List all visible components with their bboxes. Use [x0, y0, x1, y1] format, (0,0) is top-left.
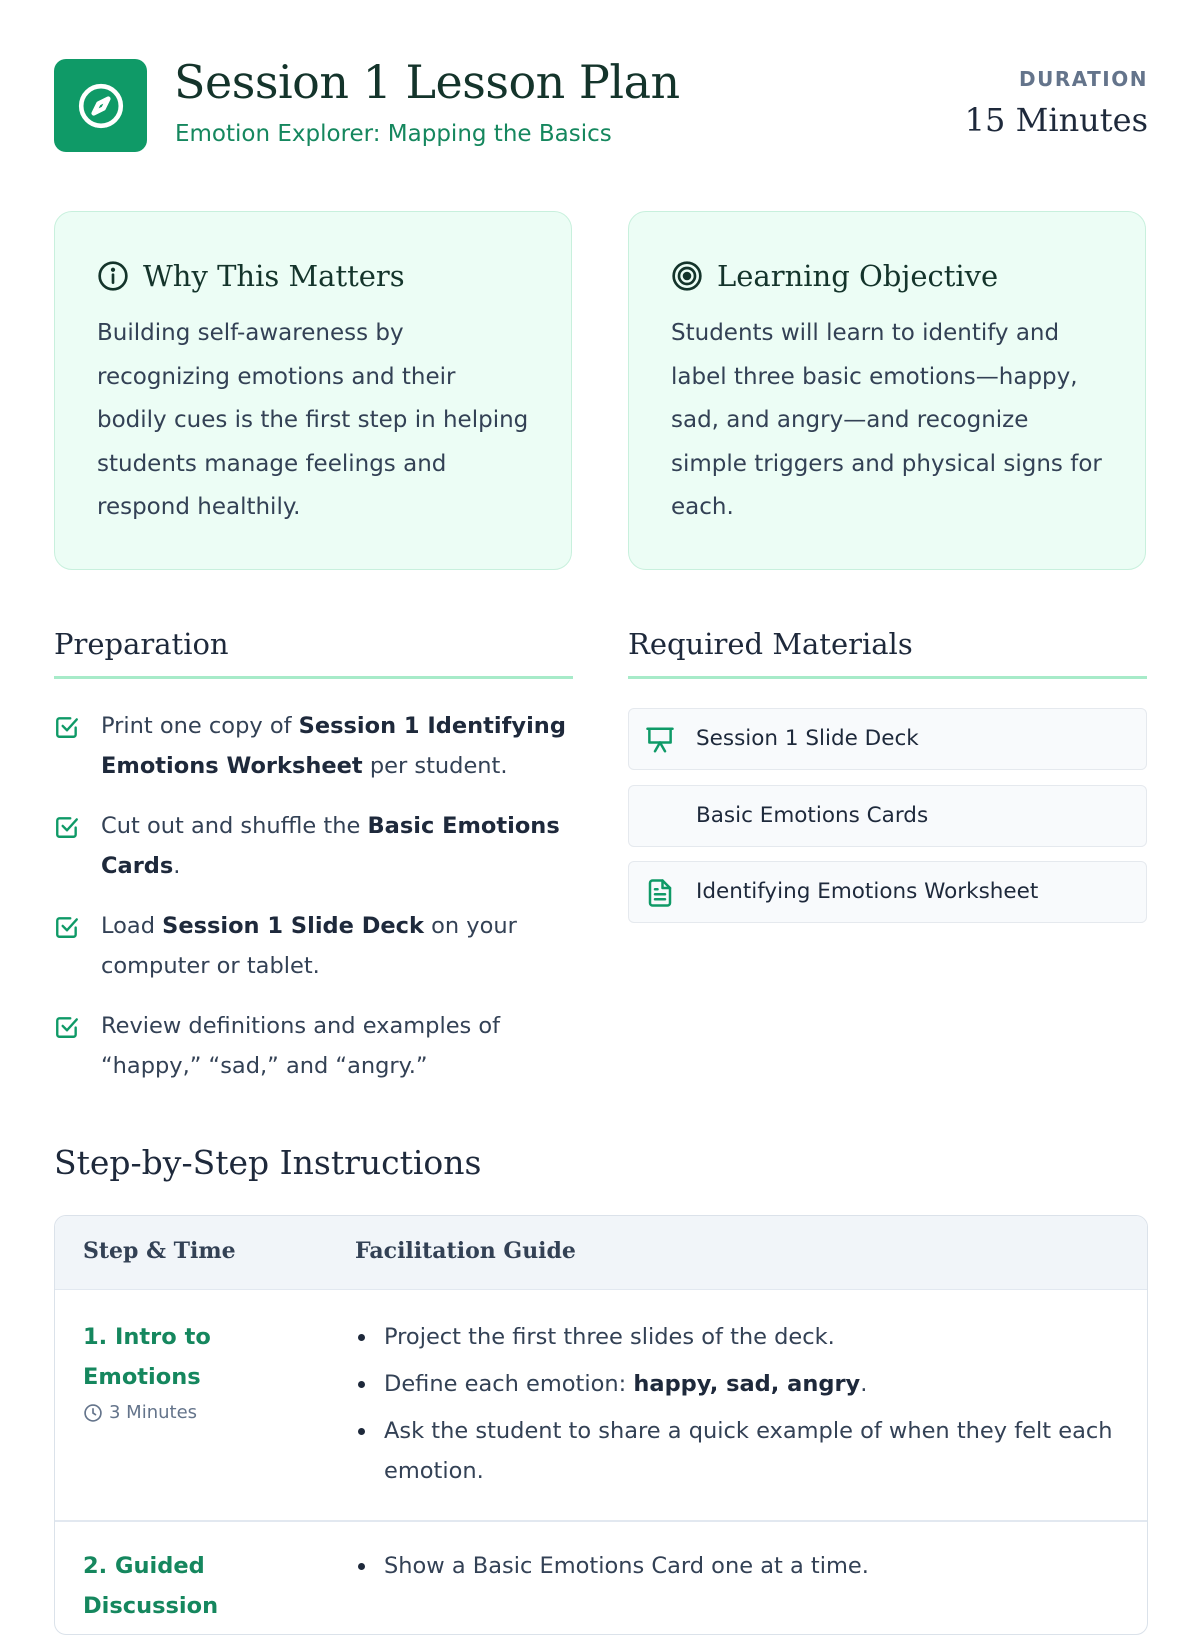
- material-label: Session 1 Slide Deck: [696, 726, 919, 751]
- facilitation-bullets: [355, 1546, 1115, 1593]
- text: Load: [101, 913, 163, 939]
- text: Ask the student to share a quick example of when they felt each emotion.: [384, 1418, 1113, 1484]
- facilitation-bullet: [355, 1364, 1115, 1404]
- material-item-slide-deck[interactable]: [628, 708, 1147, 770]
- text: per student.: [362, 753, 508, 779]
- checkbox-icon: [54, 814, 80, 840]
- document-icon: [645, 878, 675, 908]
- text: Cut out and shuffle the: [101, 813, 368, 839]
- facilitation-bullets: [355, 1317, 1115, 1498]
- text: Review definitions and examples of “happy,” “sad,” and “angry.”: [101, 1013, 501, 1079]
- duration-label: DURATION: [1019, 67, 1148, 91]
- learning-objective-card: [628, 211, 1146, 570]
- text: Print one copy of: [101, 713, 299, 739]
- text: Show a Basic Emotions Card one at a time.: [384, 1553, 869, 1579]
- preparation-item: [54, 1006, 574, 1086]
- presentation-icon: [645, 725, 675, 755]
- preparation-item: [54, 906, 574, 986]
- bold-text: Session 1 Slide Deck: [162, 913, 424, 939]
- preparation-item: [54, 706, 574, 786]
- table-header: [55, 1216, 1147, 1290]
- preparation-item: [54, 806, 574, 886]
- clock-icon: [83, 1403, 103, 1423]
- info-icon: [97, 260, 129, 292]
- column-header-step: Step & Time: [83, 1238, 236, 1264]
- text: .: [860, 1371, 868, 1397]
- text: Define each emotion:: [384, 1371, 634, 1397]
- bold-text: Basic Emotions Cards: [101, 813, 560, 879]
- checkbox-icon: [54, 1014, 80, 1040]
- preparation-divider: [54, 676, 573, 679]
- why-body: Building self-awareness by recognizing emotions and their bodily cues is the first step in helping students manage feelings and respond healthily.: [97, 320, 529, 520]
- material-label: Basic Emotions Cards: [696, 803, 929, 828]
- duration-value: 15 Minutes: [964, 101, 1148, 139]
- checkbox-icon: [54, 914, 80, 940]
- facilitation-bullet: [355, 1317, 1115, 1357]
- text: .: [173, 853, 181, 879]
- materials-heading: Required Materials: [628, 627, 913, 661]
- compass-icon: [54, 59, 147, 152]
- page-subtitle: Emotion Explorer: Mapping the Basics: [175, 121, 612, 147]
- objective-body: Students will learn to identify and label three basic emotions—happy, sad, and angry—and recognize simple triggers and physical signs for each.: [671, 320, 1102, 520]
- text: on your computer or tablet.: [101, 913, 517, 979]
- instructions-table: [54, 1215, 1148, 1635]
- steps-heading: Step-by-Step Instructions: [54, 1143, 482, 1182]
- step-name: 1. Intro to Emotions: [83, 1324, 211, 1390]
- objective-title: Learning Objective: [717, 259, 999, 293]
- bold-text: happy, sad, angry: [633, 1371, 861, 1397]
- bold-text: Session 1 Identifying Emotions Worksheet: [101, 713, 566, 779]
- why-this-matters-card: [54, 211, 572, 570]
- materials-divider: [628, 676, 1147, 679]
- checkbox-icon: [54, 714, 80, 740]
- material-item-worksheet[interactable]: [628, 861, 1147, 923]
- page-title: Session 1 Lesson Plan: [174, 55, 680, 109]
- material-label: Identifying Emotions Worksheet: [696, 879, 1039, 904]
- preparation-heading: Preparation: [54, 627, 229, 661]
- text: Project the first three slides of the deck.: [384, 1324, 835, 1350]
- facilitation-bullet: [355, 1546, 1115, 1586]
- preparation-list: [54, 706, 574, 1106]
- facilitation-bullet: [355, 1411, 1115, 1491]
- target-icon: [671, 260, 703, 292]
- column-header-guide: Facilitation Guide: [355, 1238, 576, 1264]
- row-divider: [55, 1520, 1147, 1522]
- step-time-label: 3 Minutes: [109, 1402, 198, 1423]
- why-title: Why This Matters: [143, 259, 405, 293]
- material-item-emotion-cards[interactable]: [628, 785, 1147, 847]
- step-time: [83, 1402, 197, 1423]
- step-name: 2. Guided Discussion: [83, 1553, 219, 1619]
